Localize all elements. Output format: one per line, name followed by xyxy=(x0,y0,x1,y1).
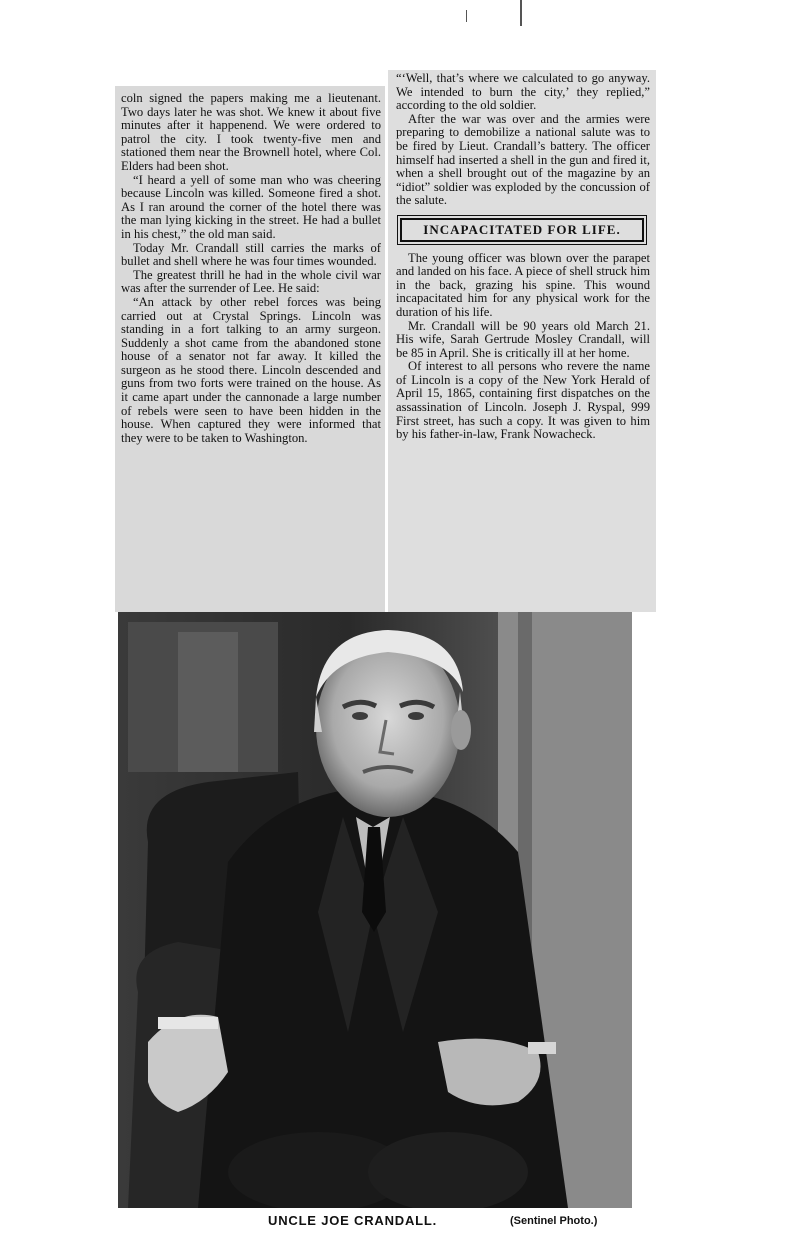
article-paragraph: After the war was over and the armies were preparing to demobilize a national salute was to be fired by Lieut. Crandall’s battery. The officer himself had inserted a shell in the gun and fired it, when a shell brought out of the magazine by an “idiot” soldier was exploded by the concussion of the salute. xyxy=(396,111,650,208)
photo-caption: UNCLE JOE CRANDALL. xyxy=(268,1213,438,1228)
article-paragraph: “I heard a yell of some man who was cheering because Lincoln was killed. Someone fired a shot. As I ran around the corner of the hotel there was the man lying kicking in the street. He had a bullet in his chest,” the old man said. xyxy=(121,172,381,241)
article-column-right xyxy=(388,70,656,612)
scan-mark xyxy=(466,10,467,22)
article-subheading: INCAPACITATED FOR LIFE. xyxy=(400,218,644,242)
article-paragraph: Mr. Crandall will be 90 years old March 21. His wife, Sarah Gertrude Mosley Crandall, will be 85 in April. She is critically ill at her home. xyxy=(396,318,650,360)
article-paragraph: The greatest thrill he had in the whole civil war was after the surrender of Lee. He said: xyxy=(121,267,381,296)
photo-credit: (Sentinel Photo.) xyxy=(510,1215,598,1227)
photo-caption-bar xyxy=(118,1210,632,1236)
article-paragraph: Today Mr. Crandall still carries the marks of bullet and shell where he was four times wounded. xyxy=(121,240,381,269)
article-paragraph: coln signed the papers making me a lieutenant. Two days later he was shot. We knew it about five minutes after it happenend. We were ordered to patrol the city. I took twenty-five men and stationed them near the Brownell hotel, where Col. Elders had been shot. xyxy=(121,91,381,173)
article-paragraph: Of interest to all persons who revere the name of Lincoln is a copy of the New York Herald of April 15, 1865, containing first dispatches on the assassination of Lincoln. Joseph J. Ryspal, 999 First street, has such a copy. It was given to him by his father-in-law, Frank Nowacheck. xyxy=(396,359,650,442)
scan-mark xyxy=(520,0,522,26)
article-paragraph: “‘Well, that’s where we calculated to go anyway. We intended to burn the city,’ they replied,” according to the old soldier. xyxy=(396,71,650,113)
article-paragraph: The young officer was blown over the parapet and landed on his face. A piece of shell struck him in the back, grazing his spine. This wound incapacitated him for any physical work for the duration of his life. xyxy=(396,250,650,319)
portrait-photo xyxy=(118,612,632,1208)
portrait-illustration xyxy=(118,612,632,1208)
article-column-left xyxy=(115,86,385,612)
article-paragraph: “An attack by other rebel forces was being carried out at Crystal Springs. Lincoln was standing in a fort talking to an army surgeon. Suddenly a shot came from the abandoned stone house of a senator not far away. It killed the surgeon as he stood there. Lincoln descended and guns from two forts were trained on the house. As it came apart under the cannonade a large number of rebels were seen to have been hidden in the house. When captured they were informed that they were to be taken to Washington. xyxy=(121,294,381,445)
